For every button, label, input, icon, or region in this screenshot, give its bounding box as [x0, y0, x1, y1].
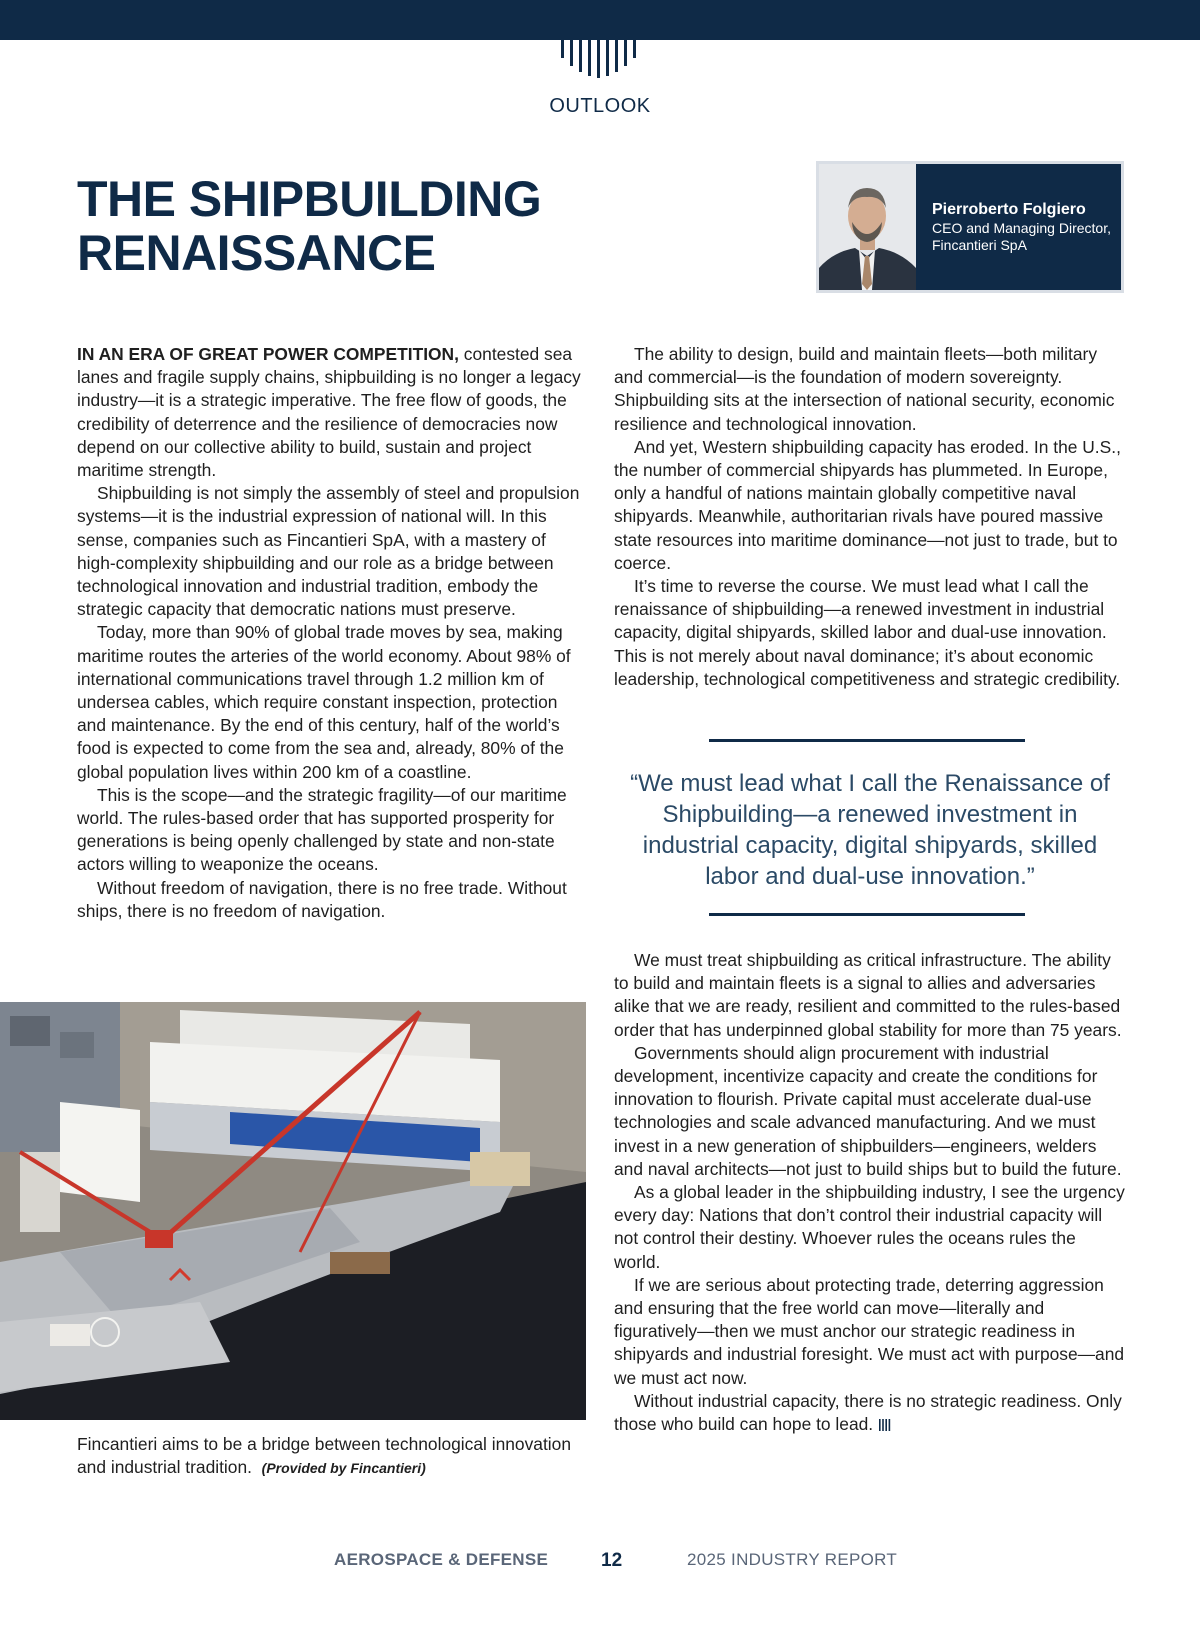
body-paragraph: It’s time to reverse the course. We must lead what I call the renaissance of shipbuilding—a renewed investment in industrial capacity, digital shipyards, skilled labor and dual-use innovation. This is not merely about naval dominance; it’s about economic leadership, technological competitiveness and strategic credibility. — [614, 576, 1121, 689]
body-paragraph — [614, 1390, 1126, 1436]
quote-rule-top — [709, 739, 1025, 742]
top-banner — [0, 0, 1200, 40]
author-role: CEO and Managing Director, Fincantieri SpA — [932, 220, 1111, 253]
right-column-bottom — [614, 949, 1126, 1436]
quote-rule-bottom — [709, 913, 1025, 916]
footer-report: 2025 INDUSTRY REPORT — [687, 1550, 898, 1569]
section-label: OUTLOOK — [549, 95, 651, 117]
page-number: 12 — [601, 1550, 623, 1571]
photo-caption — [77, 1433, 587, 1480]
body-paragraph: This is the scope—and the strategic fragility—of our maritime world. The rules-based order that has supported prosperity for generations is being openly challenged by state and non-state actors willing to weaponize the oceans. — [77, 784, 567, 875]
body-paragraph: Without freedom of navigation, there is no free trade. Without ships, there is no freedom of navigation. — [77, 877, 567, 921]
pull-quote: “We must lead what I call the Renaissance of Shipbuilding—a renewed investment in industrial capacity, digital shipyards, skilled labor and dual-use innovation.” — [630, 770, 1110, 890]
end-mark-icon — [878, 1418, 892, 1432]
title-line: RENAISSANCE — [77, 225, 436, 281]
lead-paragraph-text: contested sea lanes and fragile supply chains, shipbuilding is no longer a legacy industry—it is a strategic imperative. The free flow of goods, the credibility of deterrence and the resilience of democracies now depend on our collective ability to build, sustain and project maritime strength. — [77, 344, 581, 481]
article-title — [77, 172, 541, 280]
shipyard-photo — [0, 1002, 586, 1420]
author-name: Pierroberto Folgiero — [932, 201, 1086, 218]
footer-publication: AEROSPACE & DEFENSE — [334, 1550, 549, 1569]
photo-credit: (Provided by Fincantieri) — [261, 1460, 426, 1477]
body-paragraph: We must treat shipbuilding as critical infrastructure. The ability to build and maintain fleets is a signal to allies and adversaries alike that we are ready, resilient and committed to the rules-based order that has underpinned global stability for more than 75 years. — [614, 950, 1122, 1040]
page-footer — [0, 1550, 1200, 1574]
outlook-logo-icon — [558, 40, 642, 80]
body-paragraph: Shipbuilding is not simply the assembly of steel and propulsion systems—it is the industrial expression of national will. In this sense, companies such as Fincantieri SpA, with a mastery of high-complexity shipbuilding and our role as a bridge between technological innovation and industrial tradition, embody the strategic capacity that democratic nations must preserve. — [77, 483, 580, 620]
lead-in: IN AN ERA OF GREAT POWER COMPETITION, — [77, 344, 459, 364]
body-paragraph: And yet, Western shipbuilding capacity has eroded. In the U.S., the number of commercial shipyards has plummeted. In Europe, only a handful of nations maintain globally competitive naval shipyards. Meanwhile, authoritarian rivals have poured massive state resources into maritime dominance—not just to trade, but to coerce. — [614, 436, 1121, 573]
body-paragraph: Governments should align procurement with industrial development, incentivize capacity and create the conditions for innovation to flourish. Private capital must accelerate dual-use technologies and scale advanced manufacturing. And we must invest in a new generation of shipbuilders—engineers, welders and naval architects—not just to build ships but to build the future. — [614, 1042, 1122, 1179]
body-paragraph: The ability to design, build and maintain fleets—both military and commercial—is the foundation of modern sovereignty. Shipbuilding sits at the intersection of national security, economic resilience and technological innovation. — [614, 344, 1115, 434]
author-portrait — [819, 164, 916, 290]
author-card — [816, 161, 1124, 293]
body-paragraph: If we are serious about protecting trade, deterring aggression and ensuring that the free world can move—literally and figuratively—then we must anchor our strategic readiness in shipyards and industrial foresight. We must act with purpose—and we must act now. — [614, 1274, 1125, 1388]
body-paragraph: Today, more than 90% of global trade moves by sea, making maritime routes the arteries of the world economy. About 98% of international communications travel through 1.2 million km of undersea cables, which require constant inspection, protection and maintenance. By the end of this century, half of the world’s food is expected to come from the sea and, already, 80% of the global population lives within 200 km of a coastline. — [77, 622, 571, 782]
body-paragraph: As a global leader in the shipbuilding industry, I see the urgency every day: Nations that don’t control their industrial capacity will not control their destiny. Whoever rules the oceans rules the world. — [614, 1182, 1125, 1272]
left-column — [77, 343, 582, 923]
title-line: THE SHIPBUILDING — [77, 171, 542, 227]
caption-text: Fincantieri aims to be a bridge between technological innovation and industrial tradition. — [77, 1434, 572, 1478]
right-column-top — [614, 343, 1126, 691]
closing-text: Without industrial capacity, there is no strategic readiness. Only those who build can hope to lead. — [614, 1390, 1122, 1435]
body-paragraph — [77, 343, 582, 482]
author-info — [916, 164, 1112, 290]
